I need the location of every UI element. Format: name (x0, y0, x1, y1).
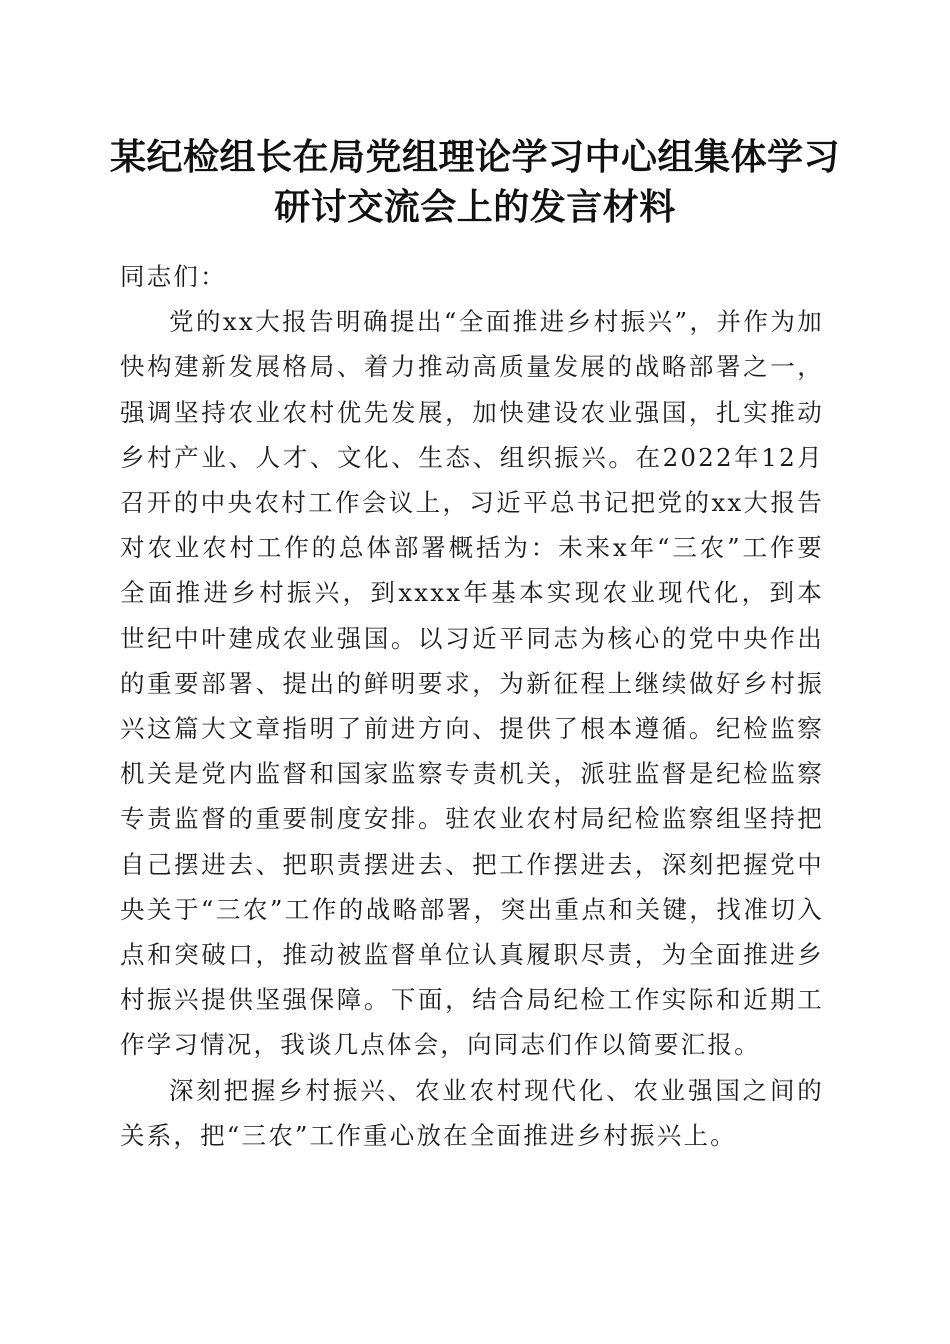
title-line-1: 某纪检组长在局党组理论学习中心组集体学习 (109, 136, 840, 178)
salutation: 同志们： (120, 262, 227, 291)
document-body (120, 254, 824, 1158)
document-title (100, 132, 850, 232)
paragraph-1: 党的xx大报告明确提出“全面推进乡村振兴”，并作为加快构建新发展格局、着力推动高质量发展的战略部署之一，强调坚持农业农村优先发展，加快建设农业强国，扎实推动乡村产业、人才、文化、生态、组织振兴。在2022年12月召开的中央农村工作会议上，习近平总书记把党的xx大报告对农业农村工作的总体部署概括为：未来x年“三农”工作要全面推进乡村振兴，到xxxx年基本实现农业现代化，到本世纪中叶建成农业强国。以习近平同志为核心的党中央作出的重要部署、提出的鲜明要求，为新征程上继续做好乡村振兴这篇大文章指明了前进方向、提供了根本遵循。纪检监察机关是党内监督和国家监察专责机关，派驻监督是纪检监察专责监督的重要制度安排。驻农业农村局纪检监察组坚持把自己摆进去、把职责摆进去、把工作摆进去，深刻把握党中央关于“三农”工作的战略部署，突出重点和关键，找准切入点和突破口，推动被监督单位认真履职尽责，为全面推进乡村振兴提供坚强保障。下面，结合局纪检工作实际和近期工作学习情况，我谈几点体会，向同志们作以简要汇报。 (120, 307, 824, 1060)
title-line-2: 研讨交流会上的发言材料 (274, 186, 676, 228)
paragraph-2: 深刻把握乡村振兴、农业农村现代化、农业强国之间的关系，把“三农”工作重心放在全面推进乡村振兴上。 (120, 1075, 824, 1150)
